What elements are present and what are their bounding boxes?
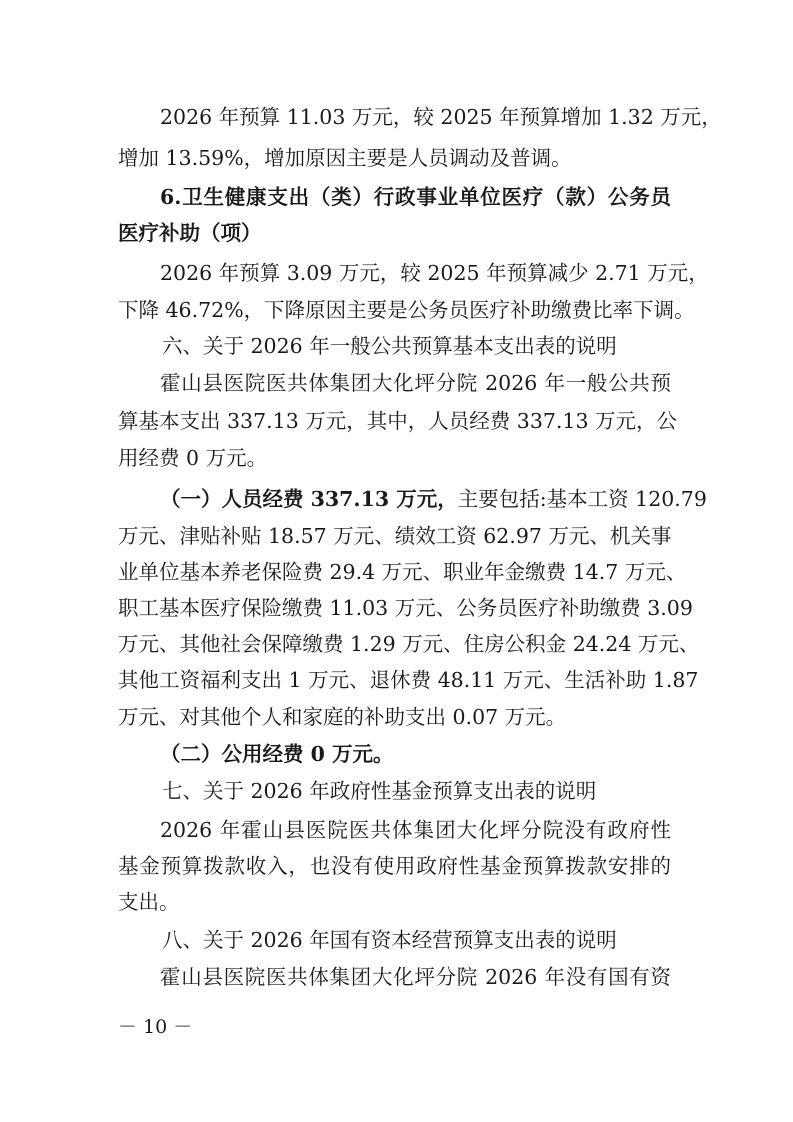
body-text-line: 业单位基本养老保险费 29.4 万元、职业年金缴费 14.7 万元、 <box>118 560 687 584</box>
section-heading: （二）公用经费 0 万元。 <box>160 742 394 766</box>
body-text-line: 万元、津贴补贴 18.57 万元、绩效工资 62.97 万元、机关事 <box>118 524 672 548</box>
body-text-line: 万元、对其他个人和家庭的补助支出 0.07 万元。 <box>118 705 567 729</box>
body-text-line: 算基本支出 337.13 万元，其中，人员经费 337.13 万元，公 <box>118 409 678 433</box>
section-heading: 七、关于 2026 年政府性基金预算支出表的说明 <box>162 779 597 803</box>
body-text-line: 基金预算拨款收入，也没有使用政府性基金预算拨款安排的 <box>118 854 671 878</box>
body-text-line: 支出。 <box>118 890 180 914</box>
section-heading: 6.卫生健康支出（类）行政事业单位医疗（款）公务员 <box>160 185 671 209</box>
body-text-line: 2026 年霍山县医院医共体集团大化坪分院没有政府性 <box>160 818 671 842</box>
body-text-line: 2026 年预算 11.03 万元，较 2025 年预算增加 1.32 万元， <box>160 105 722 129</box>
body-text-line: 2026 年预算 3.09 万元，较 2025 年预算减少 2.71 万元， <box>160 261 709 285</box>
body-text-line: 万元、其他社会保障缴费 1.29 万元、住房公积金 24.24 万元、 <box>118 632 700 656</box>
body-text-line: 霍山县医院医共体集团大化坪分院 2026 年没有国有资 <box>160 965 671 989</box>
section-heading: 八、关于 2026 年国有资本经营预算支出表的说明 <box>162 928 617 952</box>
body-text-span: 主要包括:基本工资 120.79 <box>457 487 707 511</box>
page-number: － 10 － <box>118 1016 193 1038</box>
body-text-line: 下降 46.72%，下降原因主要是公务员医疗补助缴费比率下调。 <box>118 298 695 322</box>
section-heading: 医疗补助（项） <box>118 221 262 245</box>
body-text-line: 其他工资福利支出 1 万元、退休费 48.11 万元、生活补助 1.87 <box>118 668 699 692</box>
bold-lead: （一）人员经费 337.13 万元， <box>160 487 458 511</box>
body-text-line: 用经费 0 万元。 <box>118 446 268 470</box>
section-heading: 六、关于 2026 年一般公共预算基本支出表的说明 <box>162 334 617 358</box>
body-text-line: 增加 13.59%，增加原因主要是人员调动及普调。 <box>118 146 572 170</box>
body-text-line <box>160 484 707 514</box>
body-text-line: 霍山县医院医共体集团大化坪分院 2026 年一般公共预 <box>160 371 671 395</box>
body-text-line: 职工基本医疗保险缴费 11.03 万元、公务员医疗补助缴费 3.09 <box>118 596 693 620</box>
